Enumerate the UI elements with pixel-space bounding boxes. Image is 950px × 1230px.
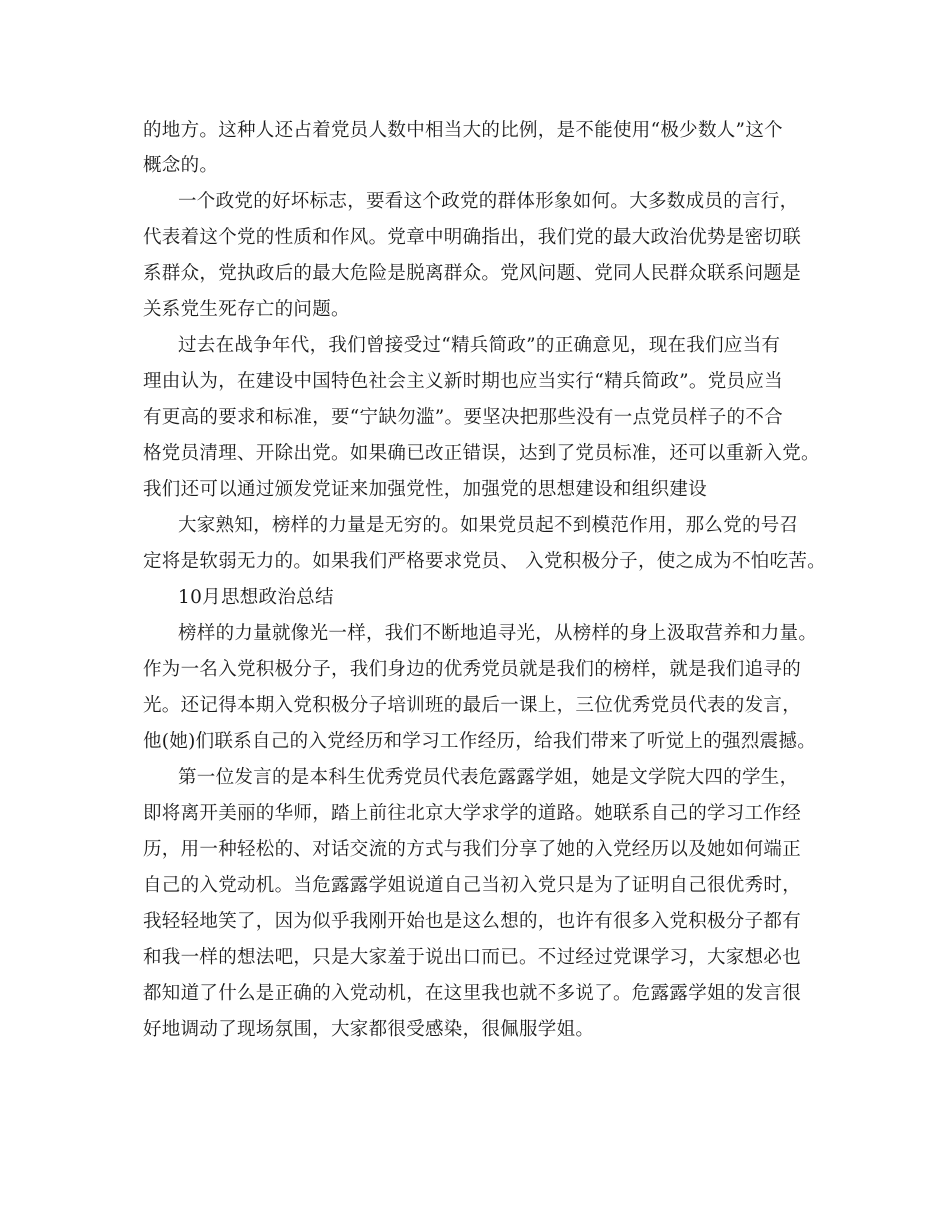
text-line: 定将是软弱无力的。如果我们严格要求党员、 入党积极分子，使之成为不怕吃苦。 <box>143 551 826 572</box>
text-line: 有更高的要求和标准，要“宁缺勿滥”。要坚决把那些没有一点党员样子的不合 <box>143 407 783 428</box>
text-line: 光。还记得本期入党积极分子培训班的最后一课上，三位优秀党员代表的发言， <box>143 695 802 716</box>
paragraph-first-line: 过去在战争年代，我们曾接受过“精兵简政”的正确意见，现在我们应当有 <box>178 335 781 356</box>
text-line: 关系党生死存亡的问题。 <box>143 299 350 320</box>
text-line: 历，用一种轻松的、对话交流的方式与我们分享了她的入党经历以及她如何端正 <box>143 839 802 860</box>
text-line: 自己的入党动机。当危露露学姐说道自己当初入党只是为了证明自己很优秀时， <box>143 875 802 896</box>
paragraph-first-line: 大家熟知，榜样的力量是无穷的。如果党员起不到模范作用，那么党的号召 <box>178 515 799 536</box>
text-line: 都知道了什么是正确的入党动机，在这里我也就不多说了。危露露学姐的发言很 <box>143 983 802 1004</box>
text-line: 我们还可以通过颁发党证来加强党性，加强党的思想建设和组织建设 <box>143 479 708 500</box>
text-line: 和我一样的想法吧，只是大家羞于说出口而已。不过经过党课学习，大家想必也 <box>143 947 802 968</box>
paragraph-first-line: 榜样的力量就像光一样，我们不断地追寻光，从榜样的身上汲取营养和力量。 <box>178 623 818 644</box>
text-line: 他(她)们联系自己的入党经历和学习工作经历，给我们带来了听觉上的强烈震撼。 <box>143 731 817 752</box>
text-line: 即将离开美丽的华师，踏上前往北京大学求学的道路。她联系自己的学习工作经 <box>143 803 802 824</box>
text-line: 作为一名入党积极分子，我们身边的优秀党员就是我们的榜样，就是我们追寻的 <box>143 659 802 680</box>
text-line: 系群众，党执政后的最大危险是脱离群众。党风问题、党同人民群众联系问题是 <box>143 263 802 284</box>
text-line: 概念的。 <box>143 155 219 176</box>
text-line: 格党员清理、开除出党。如果确已改正错误，达到了党员标准，还可以重新入党。 <box>143 443 820 464</box>
text-line: 好地调动了现场氛围，大家都很受感染，很佩服学姐。 <box>143 1019 595 1040</box>
text-line: 的地方。这种人还占着党员人数中相当大的比例，是不能使用“极少数人”这个 <box>143 120 783 141</box>
text-line: 理由认为，在建设中国特色社会主义新时期也应当实行“精兵简政”。党员应当 <box>143 371 783 392</box>
paragraph-first-line: 一个政党的好坏标志，要看这个政党的群体形象如何。大多数成员的言行， <box>178 191 799 212</box>
text-line: 我轻轻地笑了，因为似乎我刚开始也是这么想的，也许有很多入党积极分子都有 <box>143 911 802 932</box>
section-heading: 10月思想政治总结 <box>178 587 334 608</box>
paragraph-first-line: 第一位发言的是本科生优秀党员代表危露露学姐，她是文学院大四的学生， <box>178 767 799 788</box>
text-line: 代表着这个党的性质和作风。党章中明确指出，我们党的最大政治优势是密切联 <box>143 227 802 248</box>
